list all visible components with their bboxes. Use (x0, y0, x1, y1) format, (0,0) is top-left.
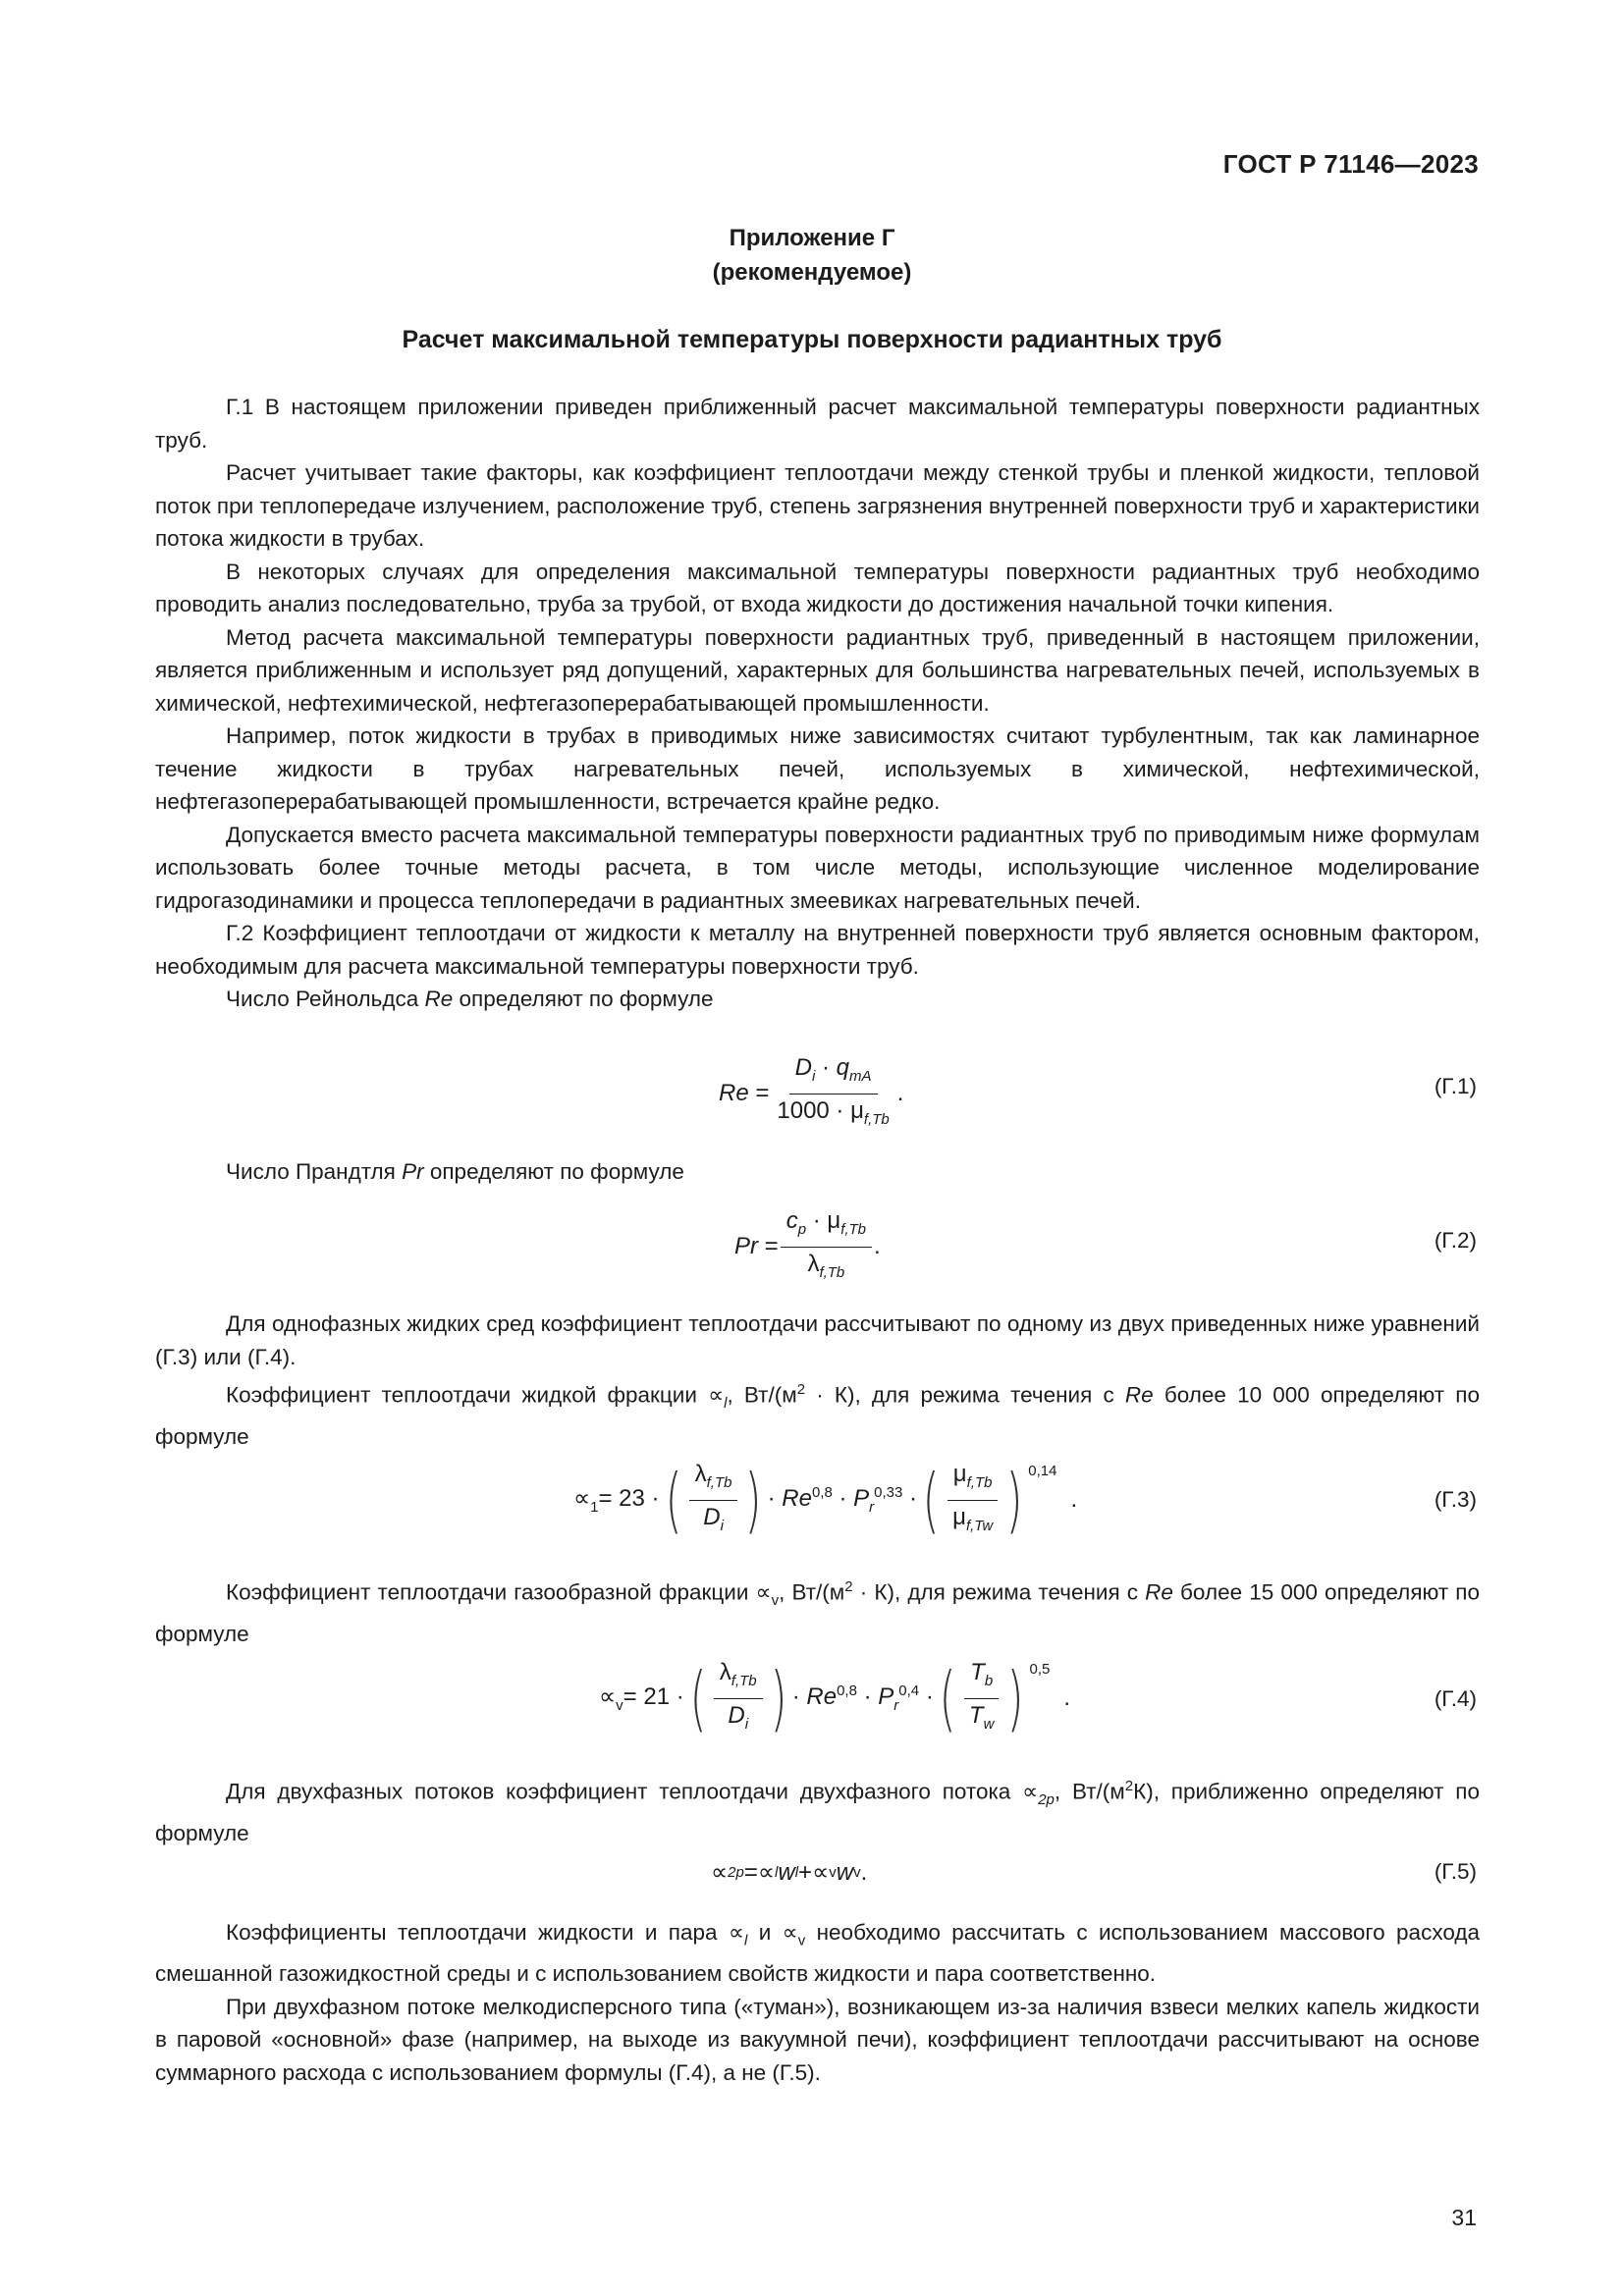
paragraph: Коэффициенты теплоотдачи жидкости и пара $\propto_l$ $и \propto_v$ необходимо рассчитать с использованием массового расхода смешанной газожидкостной среды и с использованием свойств жидкости и пара соответственно. (155, 1920, 1480, 1986)
paragraph: Г.2 Коэффициент теплоотдачи от жидкости к металлу на внутренней поверхности труб является основным фактором, необходимым для расчета максимальной температуры поверхности труб. (155, 921, 1480, 979)
paragraph: Допускается вместо расчета максимальной температуры поверхности радиантных труб по приводимым ниже формулам использовать более точные методы расчета, в том числе методы, использующие численное моделирование гидрогазодинамики и процесса теплопередачи в радиантных змеевиках нагревательных печей. (155, 822, 1480, 913)
appendix-status: (рекомендуемое) (712, 259, 912, 286)
formula-g1: Re = $\frac{D_i \cdot q_{mA}}{1000 \cdot \mu_{f,Tb}}$ . (719, 1054, 904, 1128)
paragraph: Число Рейнольдса Re определяют по формуле (226, 987, 714, 1011)
formula-label-g2: (Г.2) (1434, 1228, 1477, 1253)
formula-g2: Pr = $\frac{c_p \cdot \mu_{f,Tb}}{\lambda_{f,Tb}}$ . (734, 1207, 881, 1281)
formula-g5: ∝ 2p = ∝ l w l + ∝ v w v . (711, 1858, 868, 1886)
formula-label-g4: (Г.4) (1434, 1686, 1477, 1711)
paragraph: Метод расчета максимальной температуры поверхности радиантных труб, приведенный в настоящем приложении, является приближенным и использует ряд допущений, характерных для большинства нагревательных печей, используемых в химической, нефтехимической, нефтегазоперерабатывающей промышленности. (155, 624, 1480, 716)
text-block-prandtl (155, 1155, 1480, 1189)
text-block-intro (155, 391, 1480, 1016)
paragraph: Число Прандтля Pr определяют по формуле (226, 1159, 684, 1184)
appendix-title: Приложение Г (729, 225, 895, 251)
paragraph: Для однофазных жидких сред коэффициент теплоотдачи рассчитывают по одному из двух приведенных ниже уравнений (Г.3) или (Г.4). (155, 1311, 1480, 1369)
text-block-gas-phase (155, 1571, 1480, 1650)
appendix-heading: Расчет максимальной температуры поверхности радиантных труб (402, 326, 1222, 353)
formula-label-g3: (Г.3) (1434, 1487, 1477, 1512)
paragraph: В некоторых случаях для определения максимальной температуры поверхности радиантных труб необходимо проводить анализ последовательно, труба за трубой, от входа жидкости до достижения начальной точки кипения. (155, 559, 1480, 616)
paragraph: При двухфазном потоке мелкодисперсного типа («туман»), возникающем из-за наличия взвеси мелких капель жидкости в паровой «основной» фазе (например, на выходе из вакуумной печи), коэффициент теплоотдачи рассчитывают на основе суммарного расхода с использованием формулы (Г.4), а не (Г.5). (155, 1994, 1480, 2085)
text-block-single-phase (155, 1308, 1480, 1453)
formula-g3: $\propto_1= 23$ · ( $\frac{\lambda_{f,Tb}}{D_i}$ ) · $Re^{0,8} \cdot P_r^{0,33}$ · ( $\frac{\mu_{f,Tb}}{\mu_{f,Tw}}$ ) $^{0,14}$ . (573, 1459, 1078, 1542)
document-code: ГОСТ Р 71146—2023 (1222, 149, 1479, 179)
paragraph: Расчет учитывает такие факторы, как коэффициент теплоотдачи между стенкой трубы и пленкой жидкости, тепловой поток при теплопередаче излучением, расположение труб, степень загрязнения внутренней поверхности труб и характеристики потока жидкости в трубах. (155, 460, 1480, 551)
text-block-two-phase (155, 1770, 1480, 1849)
paragraph: Коэффициент теплоотдачи газообразной фракции $\propto_v$, $Вт/(м^2 \cdot К)$, для режима течения с Re более 15 000 определяют по формуле (155, 1578, 1481, 1646)
paragraph: Например, поток жидкости в трубах в приводимых ниже зависимостях считают турбулентным, так как ламинарное течение жидкости в трубах нагревательных печей, используемых в химической, нефтехимической, нефтегазоперерабатывающей промышленности, встречается крайне редко. (155, 723, 1480, 814)
paragraph: Г.1 В настоящем приложении приведен приближенный расчет максимальной температуры поверхности радиантных труб. (155, 395, 1480, 453)
paragraph: Для двухфазных потоков коэффициент теплоотдачи двухфазного потока $\propto_{2p}$, $Вт/(м^2К)$, приближенно определяют по формуле (155, 1778, 1481, 1845)
formula-label-g1: (Г.1) (1434, 1074, 1477, 1098)
formula-g4: $\propto_v= 21$ · ( $\frac{\lambda_{f,Tb}}{D_i}$ ) · $Re^{0,8} \cdot P_r^{0,4}$ · ( $\frac{T_b}{T_w}$ ) $^{0,5}$ . (599, 1657, 1071, 1740)
formula-label-g5: (Г.5) (1434, 1859, 1477, 1884)
paragraph: Коэффициент теплоотдачи жидкой фракции $\propto_l$, $Вт/(м^2 \cdot К)$, для режима течения с Re более 10 000 определяют по формуле (155, 1381, 1480, 1449)
page-number: 31 (1451, 2205, 1477, 2230)
text-block-final (155, 1916, 1480, 2089)
